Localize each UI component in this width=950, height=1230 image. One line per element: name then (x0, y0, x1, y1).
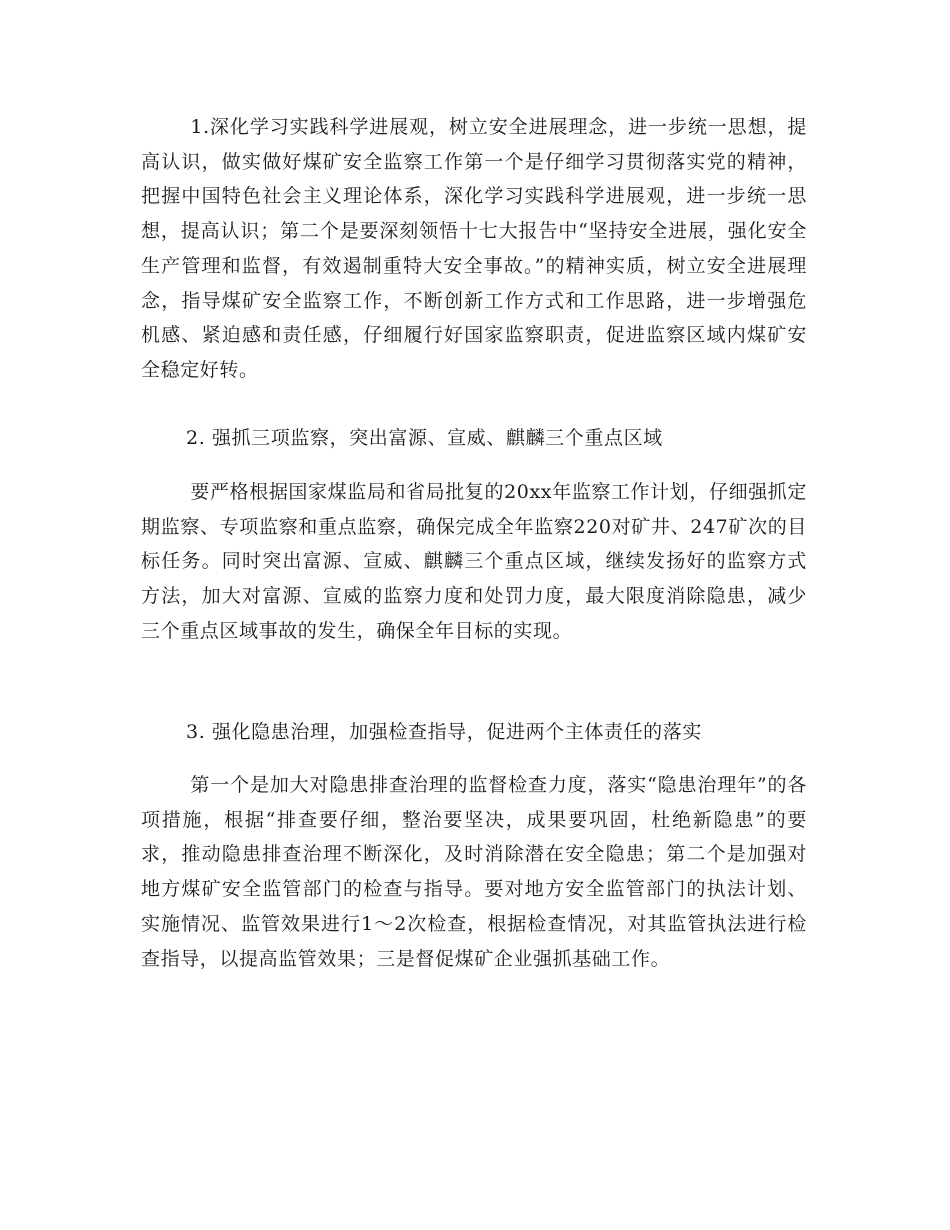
paragraph-1: 1.深化学习实践科学进展观，树立安全进展理念，进一步统一思想，提高认识，做实做好煤矿安全监察工作第一个是仔细学习贯彻落实党的精神，把握中国特色社会主义理论体系，深化学习实践科学进展观，进一步统一思想，提高认识；第二个是要深刻领悟十七大报告中“坚持安全进展，强化安全生产管理和监督，有效遏制重特大安全事故。”的精神实质，树立安全进展理念，指导煤矿安全监察工作，不断创新工作方式和工作思路，进一步增强危机感、紧迫感和责任感，仔细履行好国家监察职责，促进监察区域内煤矿安全稳定好转。 (141, 116, 807, 381)
paragraph-2: 要严格根据国家煤监局和省局批复的20xx年监察工作计划，仔细强抓定期监察、专项监察和重点监察，确保完成全年监察220对矿井、247矿次的目标任务。同时突出富源、宣威、麒麟三个重点区域，继续发扬好的监察方式方法，加大对富源、宣威的监察力度和处罚力度，最大限度消除隐患，减少三个重点区域事故的发生，确保全年目标的实现。 (141, 481, 807, 642)
paragraph-3: 第一个是加大对隐患排查治理的监督检查力度，落实“隐患治理年”的各项措施，根据“排查要仔细，整治要坚决，成果要巩固，杜绝新隐患”的要求，推动隐患排查治理不断深化，及时消除潜在安全隐患；第二个是加强对地方煤矿安全监管部门的检查与指导。要对地方安全监管部门的执法计划、实施情况、监管效果进行1～2次检查，根据检查情况，对其监管执法进行检查指导，以提高监管效果；三是督促煤矿企业强抓基础工作。 (141, 774, 807, 970)
heading-2: 2. 强抓三项监察，突出富源、宣威、麒麟三个重点区域 (186, 427, 663, 449)
heading-3: 3. 强化隐患治理，加强检查指导，促进两个主体责任的落实 (186, 721, 702, 743)
